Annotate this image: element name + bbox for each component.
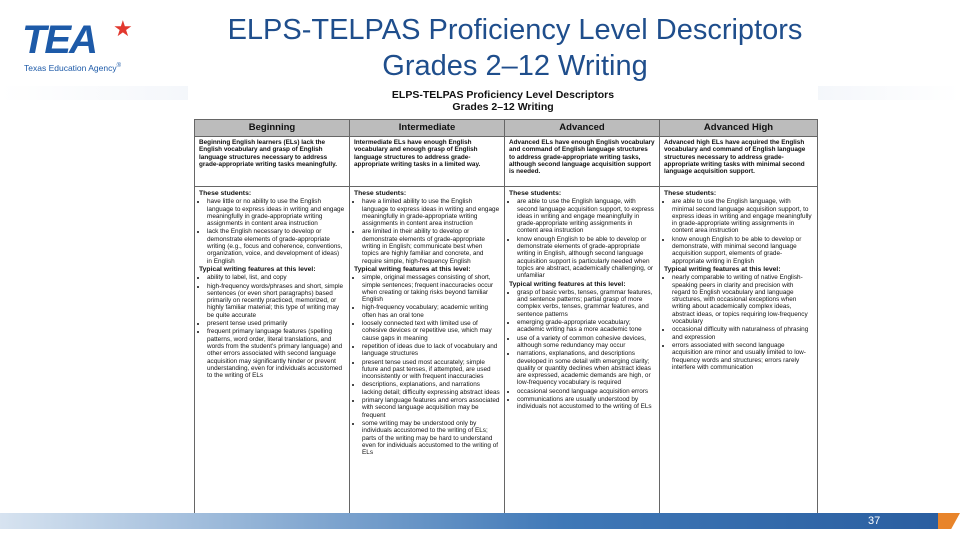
students-list xyxy=(664,198,813,265)
students-label: These students: xyxy=(509,190,562,197)
list-item: • know enough English to be able to develop or demonstrate elements of grade-appropriate writing in English, although second language acquisition support is particularly needed when topics are abstract, academically challenging, or unfamiliar xyxy=(517,236,655,280)
document-image xyxy=(188,86,818,514)
features-list xyxy=(509,289,655,411)
descriptor-table xyxy=(194,119,818,514)
list-item: • are able to use the English language, with second language acquisition support, to express ideas in writing and engage meaningfully in grade-appropriate writing assignments in content area instruction xyxy=(517,198,655,234)
list-item: • have a limited ability to use the English language to express ideas in writing and engage meaningfully in grade-appropriate writing assignments in content area instruction xyxy=(362,198,500,227)
list-item: • present tense used primarily xyxy=(207,320,345,327)
list-item: • frequent primary language features (spelling patterns, word order, literal translations, and words from the student's primary language) and other errors associated with second language acquisition may significantly hinder or prevent understanding, even for individuals accustomed to the writing of ELs xyxy=(207,328,345,379)
list-item: • high-frequency words/phrases and short, simple sentences (or even short paragraphs) based primarily on recently practiced, memorized, or highly familiar material; this type of writing may be quite accurate xyxy=(207,283,345,319)
slide-title-line2: Grades 2–12 Writing xyxy=(382,50,648,82)
tea-logo xyxy=(22,16,133,78)
logo-mark: TEA xyxy=(22,18,96,62)
column-intro: Advanced ELs have enough English vocabulary and command of English language structures to address grade-appropriate writing tasks, although second language acquisition support is needed. xyxy=(505,136,660,186)
list-item: • primary language features and errors associated with second language acquisition may be frequent xyxy=(362,397,500,419)
column-details xyxy=(505,186,660,513)
document-title xyxy=(188,86,818,113)
list-item: • are able to use the English language, with minimal second language acquisition support, to express ideas in writing and engage meaningfully in grade-appropriate writing assignments in content area instruction xyxy=(672,198,813,234)
registered-mark: ® xyxy=(116,63,122,70)
students-list xyxy=(199,198,345,265)
features-list xyxy=(664,274,813,371)
students-label: These students: xyxy=(199,190,252,197)
column-header: Beginning xyxy=(195,120,350,136)
list-item: • grasp of basic verbs, tenses, grammar features, and sentence patterns; partial grasp of more complex verbs, tenses, grammar features, and sentence patterns xyxy=(517,289,655,318)
list-item: • high-frequency vocabulary; academic writing often has an oral tone xyxy=(362,304,500,319)
footer-bar xyxy=(0,513,960,529)
star-icon: ★ xyxy=(113,16,133,41)
column-details xyxy=(660,186,817,513)
slide-title xyxy=(170,12,860,84)
column-intro: Advanced high ELs have acquired the English vocabulary and command of English language structures necessary to address grade-appropriate writing tasks with minimal second language acquisition support. xyxy=(660,136,817,186)
list-item: • simple, original messages consisting of short, simple sentences; frequent inaccuracies occur when creating or taking risks beyond familiar English xyxy=(362,274,500,303)
list-item: • nearly comparable to writing of native English-speaking peers in clarity and precision with regard to English vocabulary and language structures, with occasional exceptions when writing about academically complex ideas, abstract ideas, or topics requiring low-frequency vocabulary xyxy=(672,274,813,325)
list-item: • present tense used most accurately; simple future and past tenses, if attempted, are used inconsistently or with frequent inaccuracies xyxy=(362,359,500,381)
features-label: Typical writing features at this level: xyxy=(354,265,471,273)
column-details xyxy=(195,186,350,513)
footer-gradient xyxy=(0,513,940,529)
students-label: These students: xyxy=(354,190,407,197)
list-item: • repetition of ideas due to lack of vocabulary and language structures xyxy=(362,343,500,358)
list-item: • descriptions, explanations, and narrations lacking detail; difficulty expressing abstract ideas xyxy=(362,381,500,396)
list-item: • occasional second language acquisition errors xyxy=(517,388,655,395)
students-label: These students: xyxy=(664,190,717,197)
logo-agency-name xyxy=(24,63,121,73)
list-item: • ability to label, list, and copy xyxy=(207,274,345,281)
slide-title-line1: ELPS-TELPAS Proficiency Level Descriptors xyxy=(227,14,803,46)
page-number: 37 xyxy=(868,515,881,527)
column-intro: Beginning English learners (ELs) lack the English vocabulary and grasp of English language structures necessary to address grade-appropriate writing tasks meaningfully. xyxy=(195,136,350,186)
features-label: Typical writing features at this level: xyxy=(664,265,781,273)
list-item: • errors associated with second language acquisition are minor and usually limited to low-frequency words and structures; errors rarely interfere with communication xyxy=(672,342,813,371)
column-details xyxy=(350,186,505,513)
list-item: • occasional difficulty with naturalness of phrasing and expression xyxy=(672,326,813,341)
list-item: • use of a variety of common cohesive devices, although some redundancy may occur xyxy=(517,335,655,350)
features-label: Typical writing features at this level: xyxy=(509,280,626,288)
document-title-line1: ELPS-TELPAS Proficiency Level Descriptors xyxy=(391,89,615,101)
features-list xyxy=(354,274,500,456)
column-header: Intermediate xyxy=(350,120,505,136)
list-item: • loosely connected text with limited use of cohesive devices or repetitive use, which may cause gaps in meaning xyxy=(362,320,500,342)
list-item: • know enough English to be able to develop or demonstrate, with minimal second language acquisition support, elements of grade-appropriate writing in English xyxy=(672,236,813,265)
list-item: • lack the English necessary to develop or demonstrate elements of grade-appropriate writing (e.g., focus and coherence, conventions, organization, voice, and development of ideas) in English xyxy=(207,228,345,264)
column-header: Advanced High xyxy=(660,120,817,136)
features-label: Typical writing features at this level: xyxy=(199,265,316,273)
agency-name-text: Texas Education Agency xyxy=(24,63,117,73)
students-list xyxy=(509,198,655,279)
column-header: Advanced xyxy=(505,120,660,136)
list-item: • are limited in their ability to develop or demonstrate elements of grade-appropriate writing in English; communicate best when topics are highly familiar and concrete, and require simple, high-frequency English xyxy=(362,228,500,264)
column-intro: Intermediate ELs have enough English vocabulary and enough grasp of English language structures to address grade-appropriate writing tasks in a limited way. xyxy=(350,136,505,186)
footer-accent xyxy=(938,513,960,529)
list-item: • have little or no ability to use the English language to express ideas in writing and engage meaningfully in grade-appropriate writing assignments in content area instruction xyxy=(207,198,345,227)
list-item: • communications are usually understood by individuals not accustomed to the writing of ELs xyxy=(517,396,655,411)
list-item: • narrations, explanations, and descriptions developed in some detail with emerging clarity; quality or quantity declines when abstract ideas are expressed, academic demands are high, or low-frequency vocabulary is required xyxy=(517,350,655,386)
list-item: • some writing may be understood only by individuals accustomed to the writing of ELs; parts of the writing may be hard to understand even for individuals accustomed to the writing of ELs xyxy=(362,420,500,456)
list-item: • emerging grade-appropriate vocabulary; academic writing has a more academic tone xyxy=(517,319,655,334)
features-list xyxy=(199,274,345,379)
students-list xyxy=(354,198,500,265)
document-title-line2: Grades 2–12 Writing xyxy=(452,101,554,113)
